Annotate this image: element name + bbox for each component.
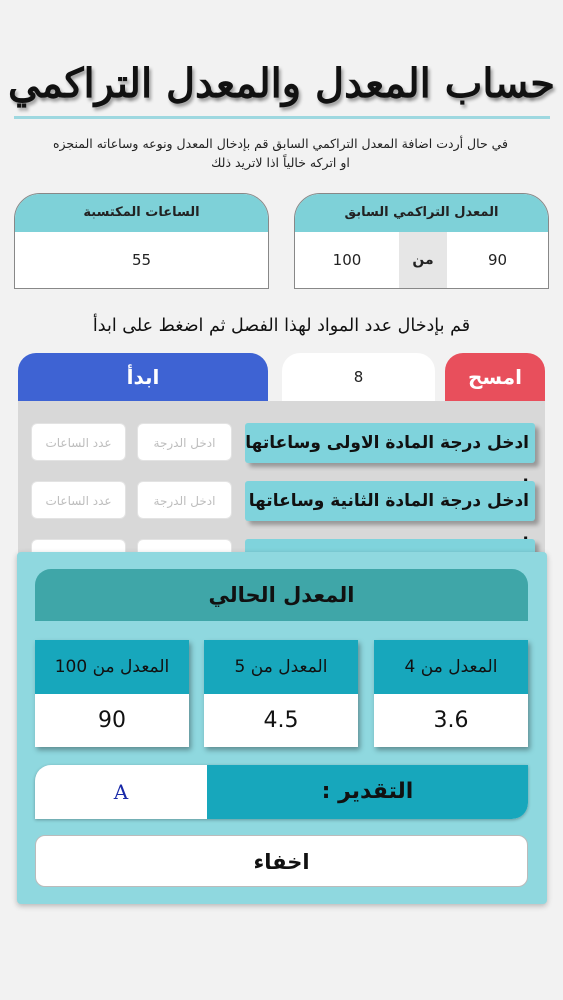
rating-row xyxy=(35,765,528,819)
previous-gpa-scale-input[interactable]: 100 xyxy=(332,251,362,269)
title-divider xyxy=(14,116,550,119)
course-1-hours-input[interactable]: عدد الساعات xyxy=(31,423,126,461)
earned-hours-input[interactable]: 55 xyxy=(131,251,152,269)
hide-button[interactable]: اخفاء xyxy=(35,835,528,887)
gpa-100-card xyxy=(35,640,189,747)
previous-gpa-card xyxy=(294,193,549,289)
description-line-2: او اتركه خالياً اذا لاتريد ذلك xyxy=(211,155,350,170)
clear-button[interactable]: امسح xyxy=(445,353,545,401)
gpa-4-label: المعدل من 4 xyxy=(374,640,528,694)
from-label: من xyxy=(399,232,447,288)
description-line-1: في حال أردت اضافة المعدل التراكمي السابق قم بإدخال المعدل ونوعه وساعاته المنجزه xyxy=(52,136,509,151)
course-1-grade-input[interactable]: ادخل الدرجة xyxy=(137,423,232,461)
description xyxy=(8,134,553,178)
rating-label: التقدير : xyxy=(207,765,528,819)
course-2-hours-input[interactable]: عدد الساعات xyxy=(31,481,126,519)
gpa-4-card xyxy=(374,640,528,747)
course-1-label: ادخل درجة المادة الاولى وساعاتها xyxy=(245,423,535,463)
gpa-100-value: 90 xyxy=(35,694,189,747)
course-count-input[interactable]: 8 xyxy=(282,353,435,401)
current-gpa-title: المعدل الحالي xyxy=(35,569,528,621)
course-2-label: ادخل درجة المادة الثانية وساعاتها xyxy=(245,481,535,521)
previous-gpa-label: المعدل التراكمي السابق xyxy=(295,194,548,232)
gpa-5-card xyxy=(204,640,358,747)
earned-hours-card xyxy=(14,193,269,289)
rating-value: A xyxy=(113,780,129,804)
gpa-4-value: 3.6 xyxy=(374,694,528,747)
earned-hours-label: الساعات المكتسبة xyxy=(15,194,268,232)
page-title: حساب المعدل والمعدل التراكمي xyxy=(8,60,555,107)
gpa-5-label: المعدل من 5 xyxy=(204,640,358,694)
previous-gpa-input[interactable]: 90 xyxy=(487,251,508,269)
course-2-grade-input[interactable]: ادخل الدرجة xyxy=(137,481,232,519)
course-count-instruction: قم بإدخال عدد المواد لهذا الفصل ثم اضغط على ابدأ xyxy=(92,316,471,336)
gpa-100-label: المعدل من 100 xyxy=(35,640,189,694)
start-button[interactable]: ابدأ xyxy=(18,353,268,401)
gpa-5-value: 4.5 xyxy=(204,694,358,747)
